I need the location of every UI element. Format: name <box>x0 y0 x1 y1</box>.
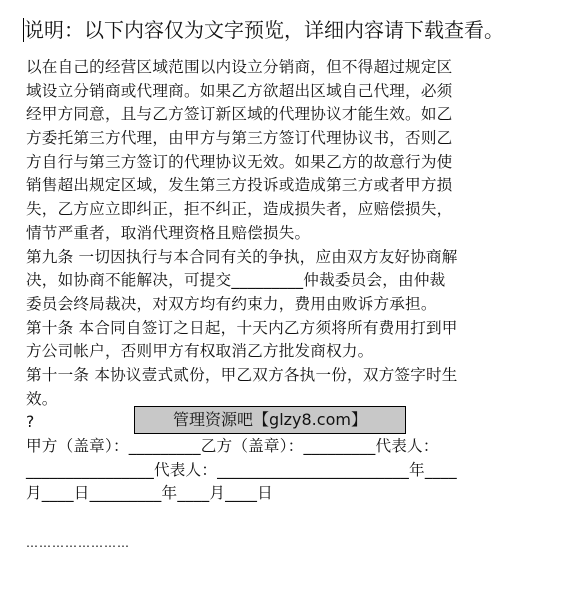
body-line: 域设立分销商或代理商。如果乙方欲超出区域自己代理，必须 <box>26 81 453 100</box>
body-line: 经甲方同意，且与乙方签订新区域的代理协议才能生效。如乙 <box>26 105 453 124</box>
article-10-line: 第十条 本合同自签订之日起，十天内乙方须将所有费用打到甲 <box>26 318 458 337</box>
body-line: 方公司帐户，否则甲方有权取消乙方批发商权力。 <box>26 342 374 361</box>
body-line: 以在自己的经营区域范围以内设立分销商，但不得超过规定区 <box>26 58 453 76</box>
body-line: 情节严重者，取消代理资格且赔偿损失。 <box>26 223 311 242</box>
placeholder-line: ? <box>26 413 35 432</box>
source-watermark-banner: 管理资源吧【glzy8.com】 <box>134 406 406 434</box>
body-line: 方委托第三方代理，由甲方与第三方签订代理协议书，否则乙 <box>26 129 453 148</box>
body-line: 方自行与第三方签订的代理协议无效。如果乙方的故意行为使 <box>26 152 453 171</box>
body-line: 销售超出规定区域，发生第三方投诉或造成第三方或者甲方损 <box>26 176 453 195</box>
article-9-line: 第九条 一切因执行与本合同有关的争执，应由双方友好协商解 <box>26 247 458 266</box>
body-line: 失，乙方应立即纠正，拒不纠正，造成损失者，应赔偿损失， <box>26 200 453 219</box>
ellipsis-dots: …………………… <box>26 536 130 550</box>
preview-notice <box>0 10 578 50</box>
signature-line: ________________代表人：________________________年____ <box>26 460 457 479</box>
date-line: 月____日_________年____月____日 <box>26 484 273 503</box>
body-line: 效。 <box>26 389 58 408</box>
article-11-line: 第十一条 本协议壹式贰份，甲乙双方各执一份，双方签字时生 <box>26 365 458 384</box>
document-body <box>26 56 554 506</box>
signature-line: 甲方（盖章）：_________乙方（盖章）：_________代表人： <box>26 437 439 455</box>
body-line: 决，如协商不能解决，可提交_________仲裁委员会，由仲裁 <box>26 271 446 290</box>
body-line: 委员会终局裁决，对双方均有约束力，费用由败诉方承担。 <box>26 294 437 313</box>
preview-notice-text: 说明：以下内容仅为文字预览，详细内容请下载查看。 <box>24 18 504 42</box>
text-cursor <box>23 18 24 42</box>
